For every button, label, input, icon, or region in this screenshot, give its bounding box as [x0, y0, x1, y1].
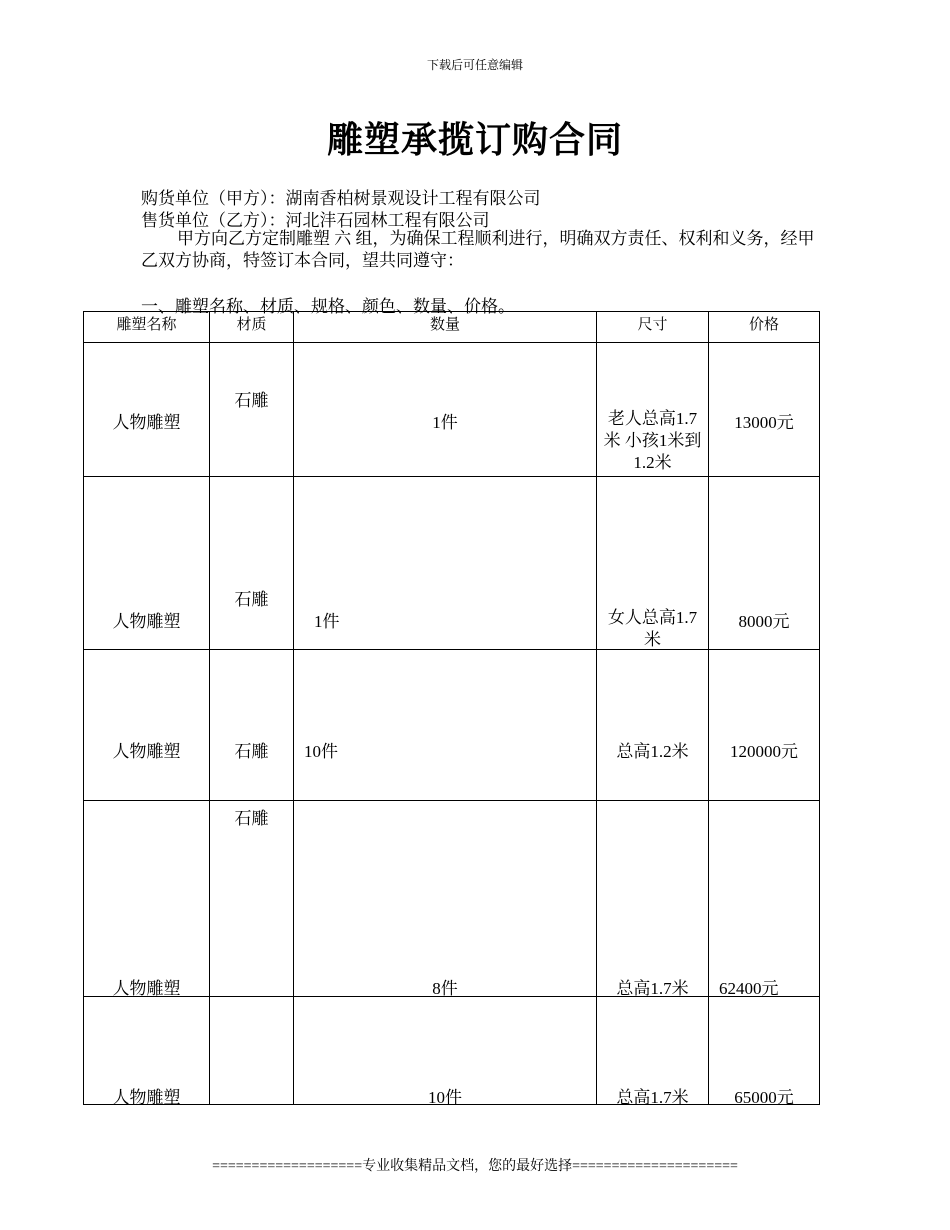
cell-size: 老人总高1.7米 小孩1米到1.2米	[603, 409, 702, 472]
table-row	[84, 801, 820, 997]
footer-banner: ===================专业收集精品文档，您的最好选择=====================	[212, 1159, 738, 1174]
cell-size: 总高1.2米	[616, 742, 689, 761]
buyer-line: 购货单位（甲方）：湖南香柏树景观设计工程有限公司	[141, 189, 541, 208]
sculpture-table	[83, 311, 820, 1105]
cell-price: 65000元	[734, 1088, 794, 1107]
section-heading: 一、雕塑名称、材质、规格、颜色、数量、价格。	[141, 297, 515, 316]
cell-size: 总高1.7米	[616, 979, 689, 998]
cell-price: 62400元	[719, 979, 779, 998]
cell-quantity: 8件	[432, 979, 458, 998]
table-row	[84, 997, 820, 1105]
cell-quantity: 10件	[428, 1088, 462, 1107]
cell-name: 人物雕塑	[112, 1088, 181, 1107]
cell-price: 8000元	[738, 612, 790, 631]
cell-quantity: 1件	[432, 413, 458, 432]
cell-size: 总高1.7米	[616, 1088, 689, 1107]
table-header-row	[84, 312, 820, 343]
seller-line: 售货单位（乙方）：河北沣石园林工程有限公司	[141, 211, 490, 230]
cell-name: 人物雕塑	[112, 612, 181, 631]
table-row	[84, 650, 820, 801]
cell-price: 120000元	[730, 742, 798, 761]
cell-material: 石雕	[234, 391, 269, 410]
cell-size: 女人总高1.7米	[607, 608, 698, 649]
header-note: 下载后可任意编辑	[426, 58, 523, 72]
cell-quantity: 1件	[314, 612, 340, 631]
cell-name: 人物雕塑	[112, 979, 181, 998]
cell-quantity: 10件	[304, 742, 338, 761]
cell-material: 石雕	[234, 590, 269, 609]
table-row	[84, 477, 820, 650]
contract-title: 雕塑承揽订购合同	[326, 120, 623, 160]
table-row	[84, 343, 820, 477]
header-name: 雕塑名称	[84, 312, 210, 343]
cell-name: 人物雕塑	[112, 413, 181, 432]
header-quantity: 数量	[294, 312, 597, 343]
cell-material: 石雕	[234, 742, 269, 761]
header-size: 尺寸	[597, 312, 709, 343]
header-material: 材质	[210, 312, 294, 343]
header-price: 价格	[709, 312, 820, 343]
cell-name: 人物雕塑	[112, 742, 181, 761]
cell-material: 石雕	[234, 809, 269, 828]
intro-paragraph: 甲方向乙方定制雕塑 六 组，为确保工程顺利进行，明确双方责任、权利和义务，经甲乙双方协商，特签订本合同，望共同遵守：	[141, 229, 815, 270]
cell-price: 13000元	[734, 413, 794, 432]
